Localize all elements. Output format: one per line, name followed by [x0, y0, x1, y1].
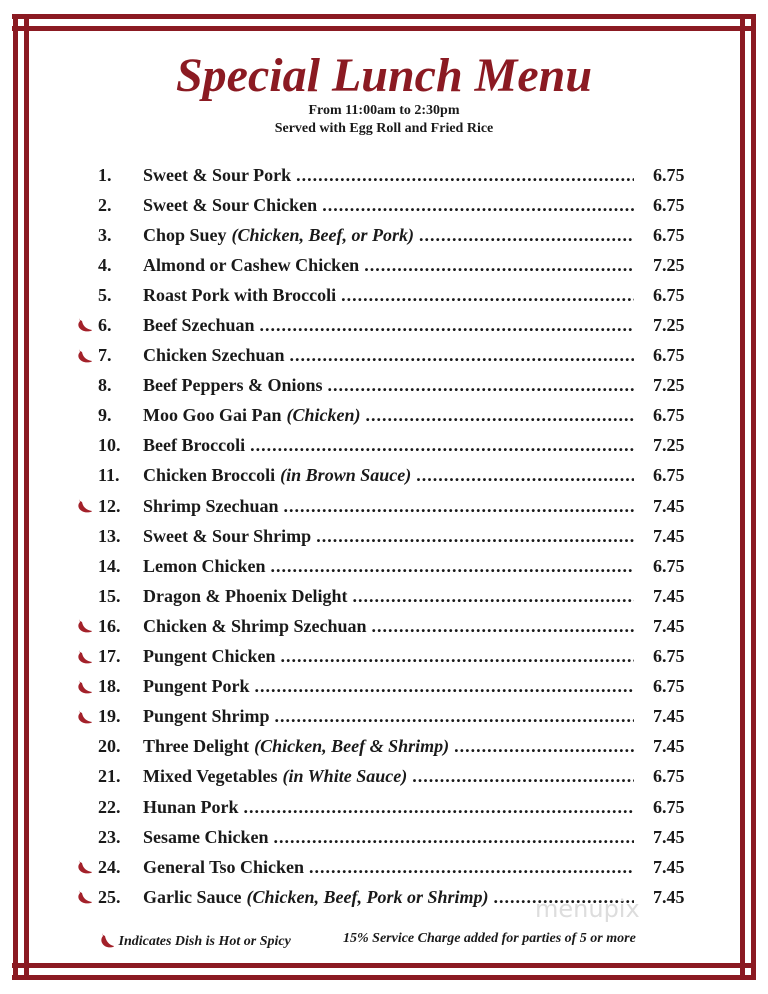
menu-item [72, 401, 702, 431]
item-price: 7.25 [653, 254, 685, 275]
dot-leader [416, 465, 634, 486]
spicy-legend-text: Indicates Dish is Hot or Spicy [118, 934, 291, 949]
item-name: Chicken & Shrimp Szechuan [143, 615, 367, 636]
item-name: Beef Broccoli [143, 435, 246, 456]
item-name-line [143, 375, 634, 396]
item-name-line [143, 556, 634, 577]
item-name: Mixed Vegetables [143, 766, 278, 787]
item-number: 17. [98, 646, 121, 667]
item-name-line [143, 496, 634, 517]
menu-item [72, 702, 702, 732]
item-name: Chicken Broccoli [143, 465, 276, 486]
menu-item [72, 672, 702, 702]
item-number: 2. [98, 194, 112, 215]
item-price: 6.75 [653, 796, 685, 817]
item-name-line [143, 827, 634, 848]
item-price: 7.25 [653, 315, 685, 336]
dot-leader [328, 375, 635, 396]
dot-leader [364, 255, 634, 276]
item-name: Roast Pork with Broccoli [143, 284, 337, 305]
chili-pepper-icon [75, 859, 93, 875]
item-price: 7.45 [653, 856, 685, 877]
item-number: 20. [98, 736, 121, 757]
item-number: 14. [98, 555, 121, 576]
item-price: 7.25 [653, 375, 685, 396]
item-price: 6.75 [653, 164, 685, 185]
dot-leader [322, 195, 634, 216]
dot-leader [316, 526, 634, 547]
dot-leader [250, 435, 634, 456]
item-note: (Chicken, Beef, or Pork) [231, 224, 415, 245]
item-price: 6.75 [653, 646, 685, 667]
item-number: 23. [98, 826, 121, 847]
chili-pepper-icon [75, 709, 93, 725]
item-note: (Chicken) [286, 405, 361, 426]
page-title: Special Lunch Menu [175, 49, 593, 102]
menu-item [72, 732, 702, 762]
item-name: Dragon & Phoenix Delight [143, 585, 348, 606]
chili-pepper-icon [75, 649, 93, 665]
item-price: 6.75 [653, 405, 685, 426]
item-price: 7.45 [653, 706, 685, 727]
item-name: Almond or Cashew Chicken [143, 254, 360, 275]
item-name-line [143, 285, 634, 306]
item-name: Three Delight [143, 736, 250, 757]
item-number: 21. [98, 766, 121, 787]
dot-leader [419, 225, 634, 246]
dot-leader [290, 345, 634, 366]
item-name-line [143, 405, 634, 426]
item-number: 18. [98, 676, 121, 697]
item-price: 6.75 [653, 224, 685, 245]
item-name: Shrimp Szechuan [143, 495, 279, 516]
item-number: 11. [98, 465, 120, 486]
item-number: 3. [98, 224, 112, 245]
item-number: 6. [98, 315, 112, 336]
menu-item [72, 190, 702, 220]
item-number: 9. [98, 405, 112, 426]
item-name: General Tso Chicken [143, 856, 305, 877]
item-name: Pungent Pork [143, 676, 250, 697]
item-name: Sesame Chicken [143, 826, 269, 847]
border-inner-right [740, 14, 745, 980]
item-name-line [143, 646, 634, 667]
item-name: Sweet & Sour Pork [143, 164, 292, 185]
menu-item [72, 220, 702, 250]
item-number: 16. [98, 615, 121, 636]
menu-item [72, 491, 702, 521]
dot-leader [341, 285, 634, 306]
dot-leader [271, 556, 634, 577]
menu-item [72, 310, 702, 340]
item-number: 8. [98, 375, 112, 396]
item-name: Beef Peppers & Onions [143, 375, 323, 396]
chili-pepper-icon [75, 679, 93, 695]
item-number: 22. [98, 796, 121, 817]
menu-item [72, 461, 702, 491]
item-name: Chop Suey [143, 224, 227, 245]
item-name-line [143, 255, 634, 276]
item-number: 19. [98, 706, 121, 727]
dot-leader [296, 165, 634, 186]
item-price: 6.75 [653, 555, 685, 576]
menu-item [72, 160, 702, 190]
menu-list [72, 160, 702, 912]
dot-leader [275, 706, 634, 727]
item-name-line [143, 857, 634, 878]
item-number: 10. [98, 435, 121, 456]
service-charge-note: 15% Service Charge added for parties of 5 or more [343, 931, 636, 946]
menu-item [72, 642, 702, 672]
menu-item [72, 822, 702, 852]
item-number: 1. [98, 164, 112, 185]
dot-leader [366, 405, 635, 426]
dot-leader [281, 646, 634, 667]
item-number: 12. [98, 495, 121, 516]
item-name-line [143, 345, 634, 366]
item-name: Pungent Shrimp [143, 706, 270, 727]
item-name-line [143, 586, 634, 607]
item-number: 24. [98, 856, 121, 877]
border-outer-left [13, 14, 18, 980]
border-outer-top [12, 14, 756, 19]
menu-item [72, 521, 702, 551]
item-name-line [143, 766, 634, 787]
menu-item [72, 792, 702, 822]
item-name-line [143, 797, 634, 818]
chili-pepper-icon [75, 498, 93, 514]
item-name: Sweet & Sour Chicken [143, 194, 318, 215]
dot-leader [260, 315, 635, 336]
item-price: 6.75 [653, 194, 685, 215]
item-note: (Chicken, Beef, Pork or Shrimp) [246, 886, 489, 907]
item-price: 6.75 [653, 345, 685, 366]
item-price: 7.25 [653, 435, 685, 456]
item-price: 6.75 [653, 676, 685, 697]
dot-leader [274, 827, 635, 848]
item-price: 7.45 [653, 615, 685, 636]
item-name: Garlic Sauce [143, 886, 242, 907]
item-price: 6.75 [653, 766, 685, 787]
hours: From 11:00am to 2:30pm [308, 103, 460, 118]
item-number: 25. [98, 886, 121, 907]
chili-pepper-icon [75, 348, 93, 364]
item-number: 13. [98, 525, 121, 546]
item-price: 7.45 [653, 495, 685, 516]
item-name: Hunan Pork [143, 796, 239, 817]
item-name: Sweet & Sour Shrimp [143, 525, 312, 546]
item-name: Lemon Chicken [143, 555, 266, 576]
item-number: 5. [98, 284, 112, 305]
item-name-line [143, 165, 634, 186]
item-name-line [143, 435, 634, 456]
dot-leader [284, 496, 634, 517]
dot-leader [454, 736, 634, 757]
menu-item [72, 581, 702, 611]
dot-leader [372, 616, 634, 637]
item-price: 6.75 [653, 284, 685, 305]
item-price: 7.45 [653, 826, 685, 847]
border-inner-left [24, 14, 29, 980]
item-name-line [143, 676, 634, 697]
item-name: Chicken Szechuan [143, 345, 285, 366]
served-with: Served with Egg Roll and Fried Rice [274, 121, 494, 136]
item-note: (in Brown Sauce) [280, 465, 412, 486]
item-price: 7.45 [653, 886, 685, 907]
dot-leader [244, 797, 634, 818]
item-note: (Chicken, Beef & Shrimp) [254, 736, 450, 757]
menu-item [72, 371, 702, 401]
chili-pepper-icon [75, 618, 93, 634]
menu-item [72, 280, 702, 310]
item-note: (in White Sauce) [282, 766, 408, 787]
menu-item [72, 852, 702, 882]
chili-pepper-icon [75, 317, 93, 333]
item-price: 7.45 [653, 585, 685, 606]
dot-leader [309, 857, 634, 878]
chili-pepper-icon [75, 889, 93, 905]
item-price: 7.45 [653, 525, 685, 546]
item-name: Beef Szechuan [143, 315, 255, 336]
menu-item [72, 762, 702, 792]
item-name-line [143, 706, 634, 727]
menu-item [72, 250, 702, 280]
border-outer-right [751, 14, 756, 980]
border-inner-bottom [12, 975, 756, 980]
item-name-line [143, 736, 634, 757]
menu-item [72, 551, 702, 581]
dot-leader [353, 586, 635, 607]
item-number: 15. [98, 585, 121, 606]
item-name-line [143, 195, 634, 216]
item-price: 7.45 [653, 736, 685, 757]
chili-pepper-icon [97, 931, 115, 949]
item-name-line [143, 315, 634, 336]
item-name: Pungent Chicken [143, 646, 276, 667]
menu-item [72, 341, 702, 371]
item-name-line [143, 616, 634, 637]
watermark: menupix [535, 895, 640, 923]
item-number: 4. [98, 254, 112, 275]
item-name-line [143, 225, 634, 246]
item-price: 6.75 [653, 465, 685, 486]
item-name-line [143, 526, 634, 547]
dot-leader [412, 766, 634, 787]
menu-item [72, 431, 702, 461]
item-number: 7. [98, 345, 112, 366]
spicy-legend [97, 931, 291, 950]
dot-leader [255, 676, 634, 697]
item-name: Moo Goo Gai Pan [143, 405, 282, 426]
border-outer-bottom [12, 963, 756, 968]
item-name-line [143, 465, 634, 486]
border-inner-top [12, 26, 756, 31]
menu-item [72, 611, 702, 641]
